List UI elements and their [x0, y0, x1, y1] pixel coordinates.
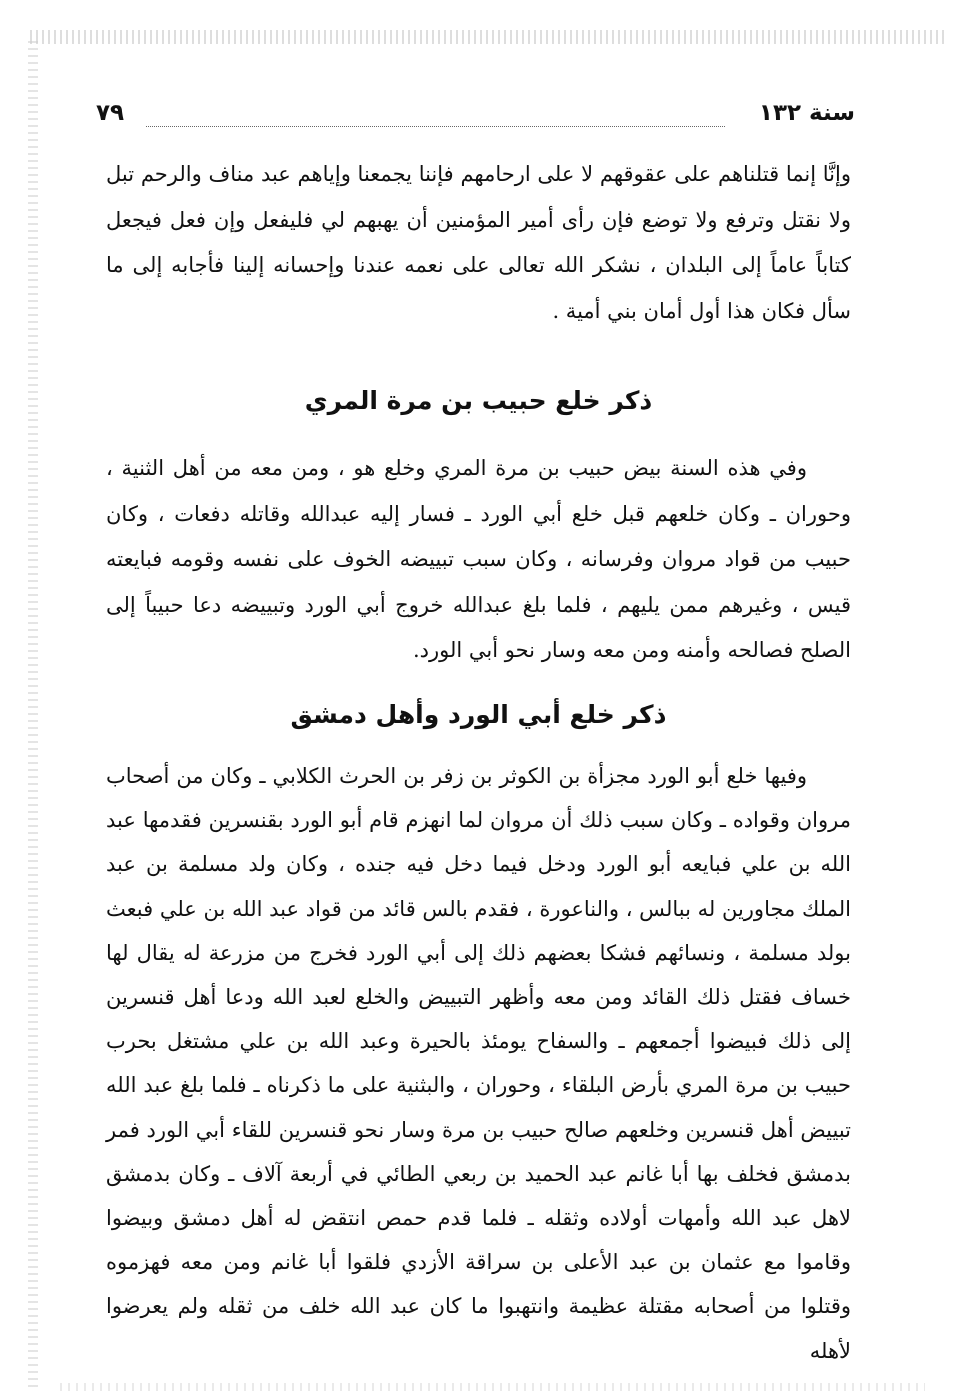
decorative-border-bottom	[60, 1383, 925, 1391]
decorative-border-top	[30, 30, 947, 44]
running-header	[96, 96, 855, 136]
paragraph-2: وفي هذه السنة بيض حبيب بن مرة المري وخلع هو ، ومن معه من أهل الثنية ، وحوران ـ وكان خلعهم قبل خلع أبي الورد ـ فسار إليه عبدالله وقاتله دفعات ، وكان حبيب من قواد مروان وفرسانه ، وكان سبب تبييضه الخوف على نفسه وقومه فبايعته قيس ، وغيرهم ممن يليهم ، فلما بلغ عبدالله خروج أبي الورد وتبييضه دعا حبيباً إلى الصلح فصالحه وأمنه ومن معه وسار نحو أبي الورد.	[106, 456, 851, 663]
section-heading-2: ذكر خلع أبي الورد وأهل دمشق	[290, 700, 667, 729]
paragraph-3: وفيها خلع أبو الورد مجزأة بن الكوثر بن زفر بن الحرث الكلابي ـ وكان من أصحاب مروان وقواده ـ وكان سبب ذلك أن مروان لما انهزم قام أبو الورد بقنسرين فقدمها عبد الله بن علي فبايعه أبو الورد ودخل فيما دخل فيه جنده ، وكان ولد مسلمة بن عبد الملك مجاورين له ببالس ، والناعورة ، فقدم بالس قائد من قواد عبد الله بن علي فبعث بولد مسلمة ، ونسائهم فشكا بعضهم ذلك إلى أبي الورد فخرج من مزرعة له يقال لها خساف فقتل ذلك القائد ومن معه وأظهر التبييض والخلع لعبد الله ودعا أهل قنسرين إلى ذلك فبيضوا أجمعهم ـ والسفاح يومئذ بالحيرة وعبد الله بن علي مشتغل بحرب حبيب بن مرة المري بأرض البلقاء ، وحوران ، والبثنية على ما ذكرناه ـ فلما بلغ عبد الله تبييض أهل قنسرين وخلعهم صالح حبيب بن مرة وسار نحو قنسرين للقاء أبي الورد فمر بدمشق فخلف بها أبا غانم عبد الحميد بن ربعي الطائي في أربعة آلاف ـ وكان بدمشق لاهل عبد الله وأمهات أولاده وثقله ـ فلما قدم حمص انتقض له أهل دمشق وبيضوا وقاموا مع عثمان بن عبد الأعلى بن سراقة الأزدي فلقوا أبا غانم ومن معه فهزموه وقتلوا من أصحابه مقتلة عظيمة وانتهبوا ما كان عبد الله خلف من ثقله ولم يعرضوا لأهله	[106, 764, 852, 1363]
header-rule	[146, 126, 725, 127]
section-heading-1: ذكر خلع حبيب بن مرة المري	[304, 386, 653, 415]
paragraph-1: وإنَّا إنما قتلناهم على عقوقهم لا على ارحامهم فإننا يجمعنا وإياهم عبد مناف والرحم تبل ولا نقتل وترفع ولا توضع فإن رأى أمير المؤمنين أن يهبهم لي فليفعل وإن فعل فيجعل كتاباً عاماً إلى البلدان ، نشكر الله تعالى على نعمه عندنا وإحسانه إلينا فأجابه إلى ما سأل فكان هذا أول أمان بني أمية .	[106, 162, 851, 323]
header-year: سنة ١٣٢	[758, 100, 855, 126]
page-number: ٧٩	[96, 100, 125, 126]
decorative-border-left	[28, 40, 38, 1387]
